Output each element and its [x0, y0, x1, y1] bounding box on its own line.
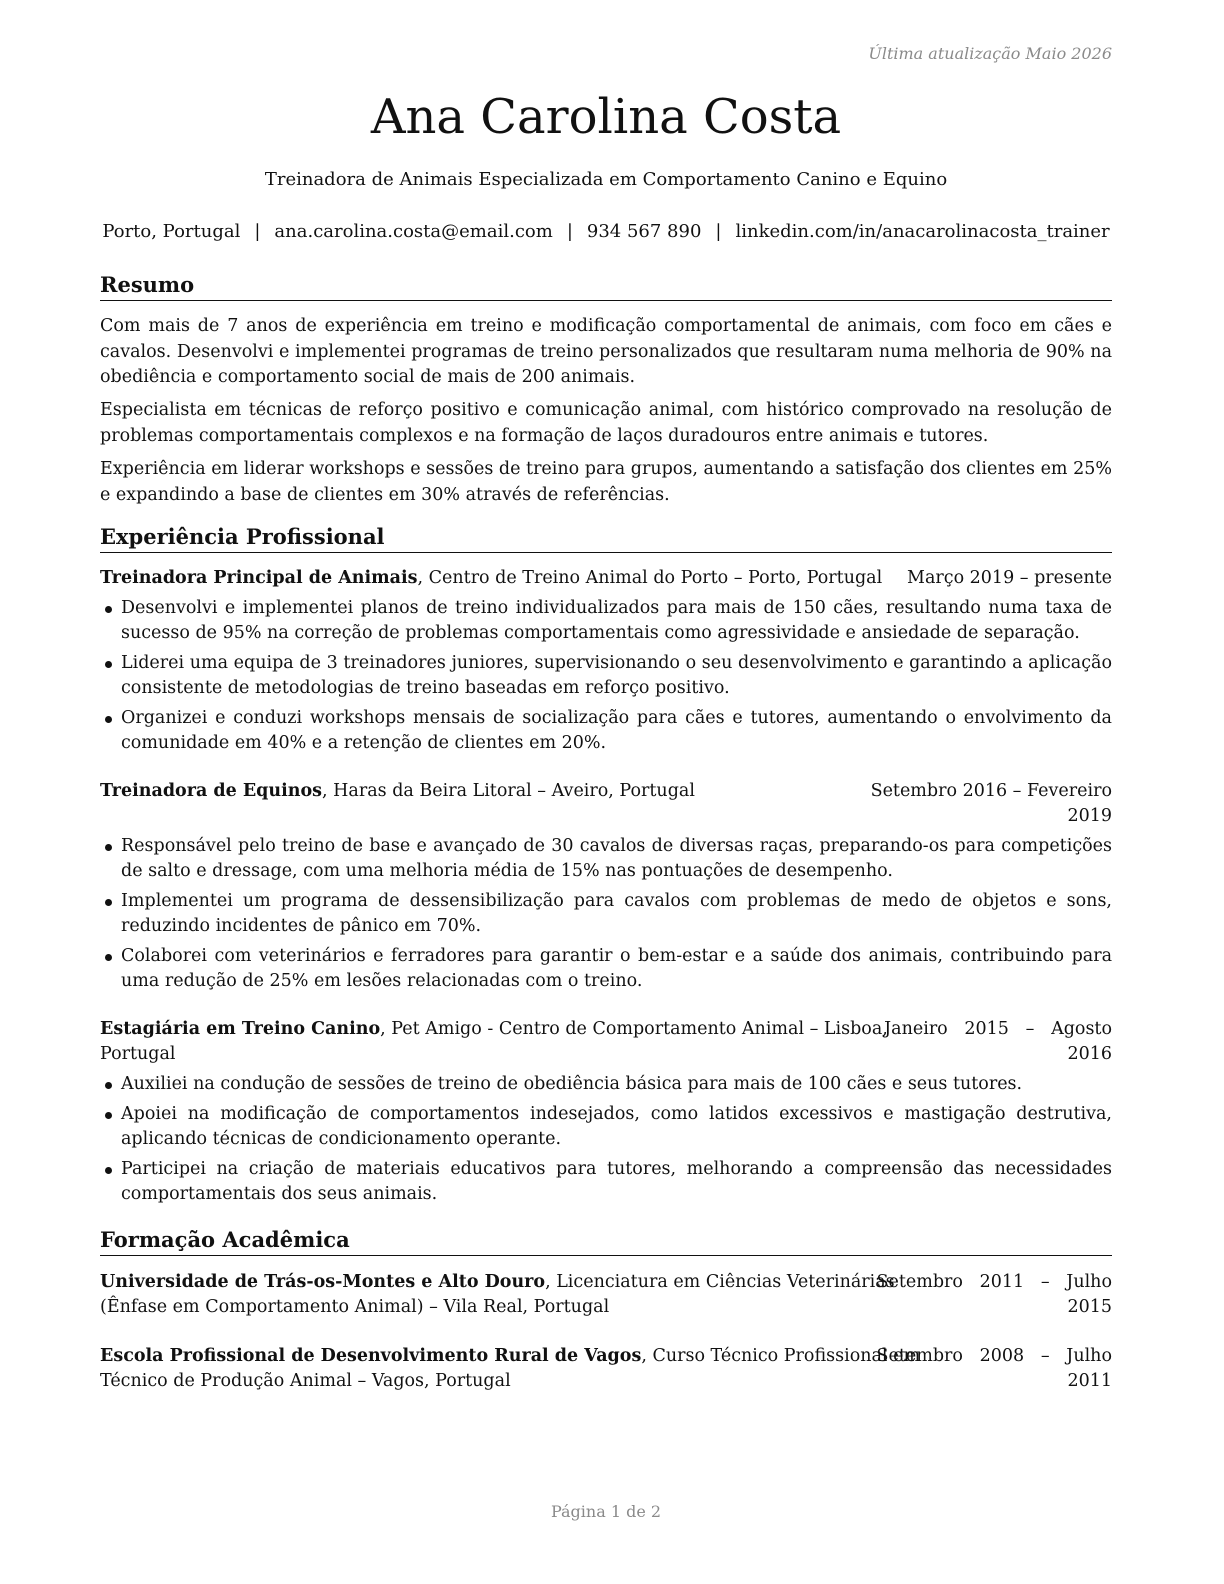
last-updated: Última atualização Maio 2026 [868, 44, 1112, 63]
summary-paragraph: Experiência em liderar workshops e sessões de treino para grupos, aumentando a satisfação dos clientes em 25% e expandindo a base de clientes em 30% através de referências. [100, 459, 1112, 505]
education-dates-line: 2011 [1067, 1371, 1112, 1391]
job-role: Treinadora Principal de Animais [100, 568, 418, 588]
job-dates-line: Janeiro 2015 – Agosto [884, 1019, 1112, 1039]
education-course: Técnico de Produção Animal – Vagos, Portugal [100, 1371, 511, 1391]
candidate-headline: Treinadora de Animais Especializada em Comportamento Canino e Equino [264, 169, 948, 190]
list-item: Colaborei com veterinários e ferradores para garantir o bem-estar e a saúde dos animais, contribuindo para uma redução de 25% em lesões relacionadas com o treino. [100, 944, 1112, 994]
job-dates-line: Setembro 2016 – Fevereiro [870, 781, 1112, 801]
resume-page [100, 0, 1112, 1584]
contact-separator: | [254, 221, 261, 242]
education-course: , Curso Técnico Profissional em [641, 1346, 921, 1366]
contact-location: Porto, Portugal [102, 221, 241, 242]
education-dates-line: Setembro 2011 – Julho [876, 1272, 1112, 1292]
list-item: Auxiliei na condução de sessões de treino de obediência básica para mais de 100 cães e seus tutores. [100, 1072, 1112, 1097]
contact-linkedin[interactable]: linkedin.com/in/anacarolinacosta_trainer [735, 221, 1110, 242]
job-organization: , Centro de Treino Animal do Porto – Porto, Portugal [417, 568, 883, 588]
contact-email[interactable]: ana.carolina.costa@email.com [274, 221, 553, 242]
education-dates-line: Setembro 2008 – Julho [876, 1346, 1112, 1366]
education-course: , Licenciatura em Ciências Veterinárias [545, 1272, 895, 1292]
list-item: Responsável pelo treino de base e avançado de 30 cavalos de diversas raças, preparando-os para competições de salto e dressage, com uma melhoria média de 15% nas pontuações de desempenho. [100, 834, 1112, 884]
education-dates [877, 1270, 1112, 1320]
list-item: Liderei uma equipa de 3 treinadores juniores, supervisionando o seu desenvolvimento e garantindo a aplicação consistente de metodologias de treino baseadas em reforço positivo. [100, 651, 1112, 701]
summary-paragraph: Com mais de 7 anos de experiência em treino e modificação comportamental de animais, com foco em cães e cavalos. Desenvolvi e implementei programas de treino personalizados que resultaram numa melhoria de 90% na obediência e comportamento social de mais de 200 animais. [100, 316, 1112, 387]
job-organization: , Pet Amigo - Centro de Comportamento Animal – Lisboa, [380, 1019, 888, 1039]
job-organization: , Haras da Beira Litoral – Aveiro, Portugal [322, 781, 695, 801]
education-dates-line: 2015 [1067, 1297, 1112, 1317]
job-role: Treinadora de Equinos [100, 781, 323, 801]
contact-phone[interactable]: 934 567 890 [586, 221, 702, 242]
education-school: Escola Profissional de Desenvolvimento Rural de Vagos [100, 1346, 642, 1366]
job-bullets [100, 834, 1112, 999]
job-organization: Portugal [100, 1044, 176, 1064]
list-item: Apoiei na modificação de comportamentos indesejados, como latidos excessivos e mastigação destrutiva, aplicando técnicas de condicionamento operante. [100, 1102, 1112, 1152]
list-item: Participei na criação de materiais educativos para tutores, melhorando a compreensão das necessidades comportamentais dos seus animais. [100, 1157, 1112, 1207]
section-title-summary: Resumo [100, 271, 1112, 301]
page-number: Página 1 de 2 [550, 1502, 662, 1521]
education-school: Universidade de Trás-os-Montes e Alto Douro [100, 1272, 546, 1292]
summary-paragraph: Especialista em técnicas de reforço positivo e comunicação animal, com histórico comprovado na resolução de problemas comportamentais complexos e na formação de laços duradouros entre animais e tutores. [100, 400, 1112, 446]
job-bullets [100, 596, 1112, 761]
candidate-name: Ana Carolina Costa [370, 89, 842, 145]
contact-separator: | [715, 221, 722, 242]
list-item: Implementei um programa de dessensibilização para cavalos com problemas de medo de objetos e sons, reduzindo incidentes de pânico em 70%. [100, 889, 1112, 939]
job-bullets [100, 1072, 1112, 1212]
contact-line [92, 219, 1120, 245]
job-role: Estagiária em Treino Canino [100, 1019, 381, 1039]
section-title-education: Formação Acadêmica [100, 1226, 1112, 1256]
job-dates: Março 2019 – presente [907, 568, 1112, 588]
job-dates-line: 2019 [1067, 806, 1112, 826]
list-item: Organizei e conduzi workshops mensais de socialização para cães e tutores, aumentando o envolvimento da comunidade em 40% e a retenção de clientes em 20%. [100, 706, 1112, 756]
section-title-experience: Experiência Profissional [100, 523, 1112, 553]
job-dates-line: 2016 [1067, 1044, 1112, 1064]
job-dates [871, 779, 1112, 829]
contact-separator: | [566, 221, 573, 242]
list-item: Desenvolvi e implementei planos de treino individualizados para mais de 150 cães, resultando numa taxa de sucesso de 95% na correção de problemas comportamentais como agressividade e ansiedade de separação. [100, 596, 1112, 646]
education-course: (Ênfase em Comportamento Animal) – Vila Real, Portugal [100, 1297, 610, 1317]
job-dates [884, 1017, 1112, 1067]
education-dates [877, 1344, 1112, 1394]
